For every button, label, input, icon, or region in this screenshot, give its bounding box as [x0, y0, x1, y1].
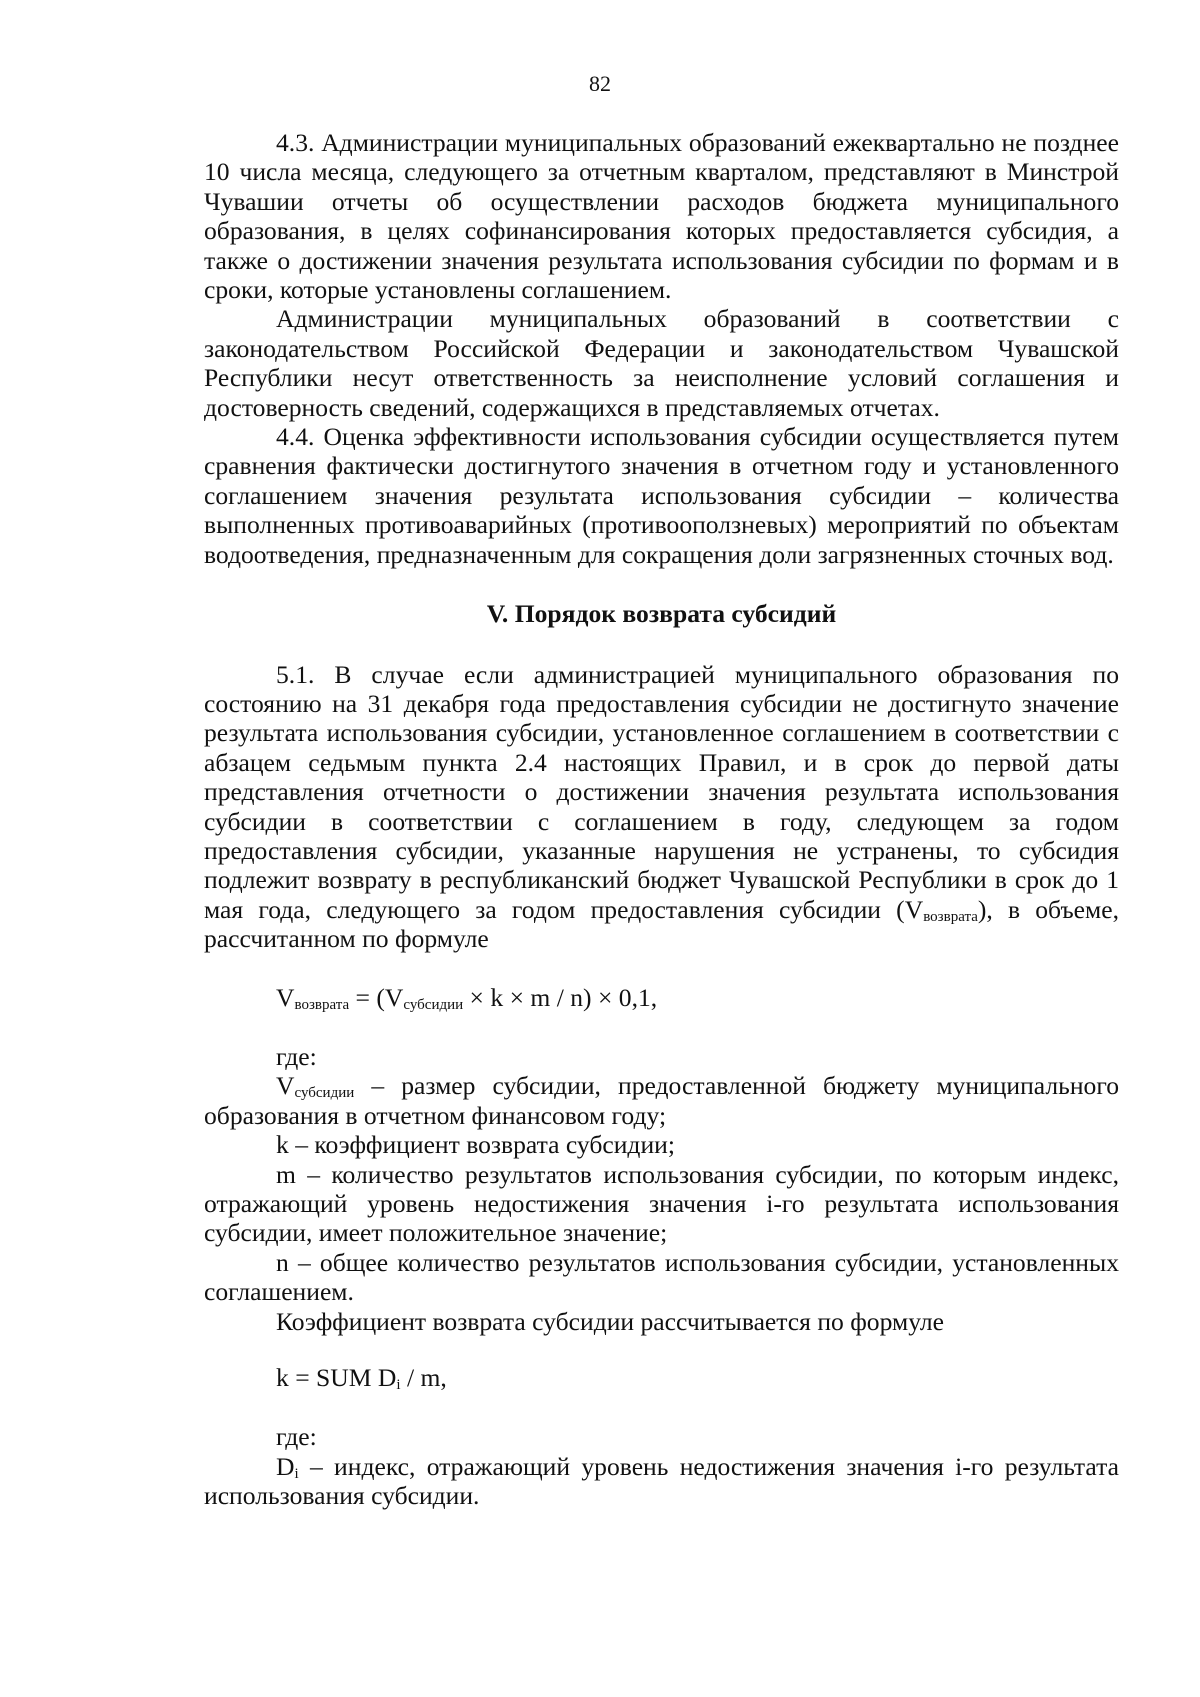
paragraph-5-1-tail: ), в объеме, рассчитанном по формуле — [204, 894, 1119, 954]
formula-return-volume — [204, 983, 1119, 1012]
formula-v: V — [276, 982, 295, 1012]
formula-k-subscript: i — [396, 1377, 401, 1394]
paragraph-responsibility: Администрации муниципальных образований в соответствии с законодательством Российской Федерации и законодательством Чувашской Республики несут ответственность за неисполнение условий соглашения и достоверность сведений, содержащихся в представляемых отчетах. — [204, 304, 1119, 422]
formula-eq-open: = (V — [349, 982, 404, 1012]
section-heading: V. Порядок возврата субсидий — [486, 599, 837, 629]
formula-k-start: k = SUM D — [276, 1363, 397, 1393]
definition-n: n – общее количество результатов использования субсидии, установленных соглашением. — [204, 1247, 1119, 1307]
definition-d-symbol: D — [276, 1451, 295, 1481]
definition-m: m – количество результатов использования субсидии, по которым индекс, отражающий уровень недостижения значения i-го результата использования субсидии, имеет положительное значение; — [204, 1159, 1119, 1248]
page-number: 82 — [589, 71, 611, 96]
formula-rest: × k × m / n) × 0,1, — [463, 982, 658, 1012]
formula-v-subscript: возврата — [294, 996, 350, 1013]
formula-coefficient — [204, 1363, 1119, 1392]
paragraph-4-3: 4.3. Администрации муниципальных образований ежеквартально не позднее 10 числа месяца, следующего за отчетным кварталом, представляют в Минстрой Чувашии отчеты об осуществлении расходов бюджета муниципального образования, в целях софинансирования которых предоставляется субсидия, а также о достижении значения результата использования субсидии по формам и в сроки, которые установлены соглашением. — [204, 128, 1119, 305]
paragraph-4-4: 4.4. Оценка эффективности использования субсидии осуществляется путем сравнения фактически достигнутого значения в отчетном году и установленного соглашением значения результата использования субсидии – количества выполненных противоаварийных (противооползневых) мероприятий по объектам водоотведения, предназначенным для сокращения доли загрязненных сточных вод. — [204, 422, 1119, 569]
where-label-2: где: — [276, 1422, 317, 1452]
coefficient-intro: Коэффициент возврата субсидии рассчитывается по формуле — [276, 1306, 944, 1336]
formula-k-end: / m, — [400, 1363, 447, 1393]
definition-v-subscript: субсидии — [294, 1085, 355, 1102]
definition-v-symbol: V — [276, 1071, 295, 1101]
definition-d-text: – индекс, отражающий уровень недостижения значения i-го результата использования субсидии. — [204, 1451, 1119, 1511]
definition-v-subsidy — [204, 1071, 1119, 1130]
paragraph-5-1-text: 5.1. В случае если администрацией муниципального образования по состоянию на 31 декабря года предоставления субсидии не достигнуто значение результата использования субсидии, установленное соглашением в соответствии с абзацем седьмым пункта 2.4 настоящих Правил, и в срок до первой даты представления отчетности о достижении значения результата использования субсидии в соответствии с соглашением в году, следующем за годом предоставления субсидии, указанные нарушения не устранены, то субсидия подлежит возврату в республиканский бюджет Чувашской Республики в срок до 1 мая года, следующего за годом предоставления субсидии (V — [204, 659, 1119, 924]
definition-k: k – коэффициент возврата субсидии; — [276, 1130, 675, 1160]
definition-d — [204, 1452, 1119, 1511]
paragraph-5-1 — [204, 660, 1119, 954]
definition-v-text: – размер субсидии, предоставленной бюджету муниципального образования в отчетном финансовом году; — [204, 1071, 1119, 1130]
document-body — [204, 128, 1119, 1511]
paragraph-5-1-subscript: возврата — [923, 908, 978, 925]
formula-subsidy-subscript: субсидии — [403, 996, 464, 1013]
where-label-1: где: — [276, 1041, 317, 1071]
definition-d-subscript: i — [294, 1465, 299, 1482]
